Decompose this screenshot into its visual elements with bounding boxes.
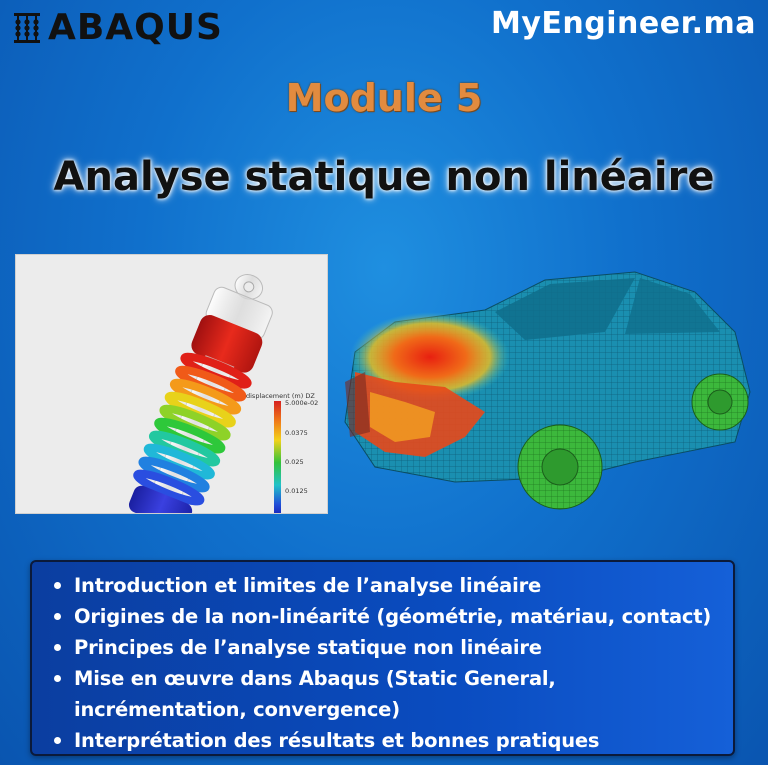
main-title: Analyse statique non linéaire [53,154,715,200]
car-crash-simulation-image [335,262,755,532]
legend-tick: 0.0375 [285,429,308,437]
topic-item: Introduction et limites de l’analyse linéaire [50,570,723,601]
legend-title: displacement (m) DZ [246,392,315,400]
topic-item: Mise en œuvre dans Abaqus (Static General, incrémentation, convergence) [50,663,723,725]
site-brand: MyEngineer.ma [491,6,756,41]
legend-tick: 5.000e-02 [285,399,319,407]
topic-item: Origines de la non-linéarité (géométrie, matériau, contact) [50,601,723,632]
abaqus-logo-text: ABAQUS [48,7,223,48]
topic-item: Principes de l’analyse statique non linéaire [50,632,723,663]
abaqus-logo-icon [14,13,40,43]
legend-tick: 0.025 [285,458,304,466]
topic-item: Interprétation des résultats et bonnes pratiques [50,725,723,756]
abaqus-logo [14,8,223,48]
legend-tick: 0.0125 [285,487,308,495]
module-title: Module 5 [285,76,483,120]
spring-simulation-image [16,255,327,513]
car-crash-illustration [335,262,755,532]
color-scale-bar [274,401,281,513]
topics-list [32,562,733,756]
topics-box [30,560,735,756]
